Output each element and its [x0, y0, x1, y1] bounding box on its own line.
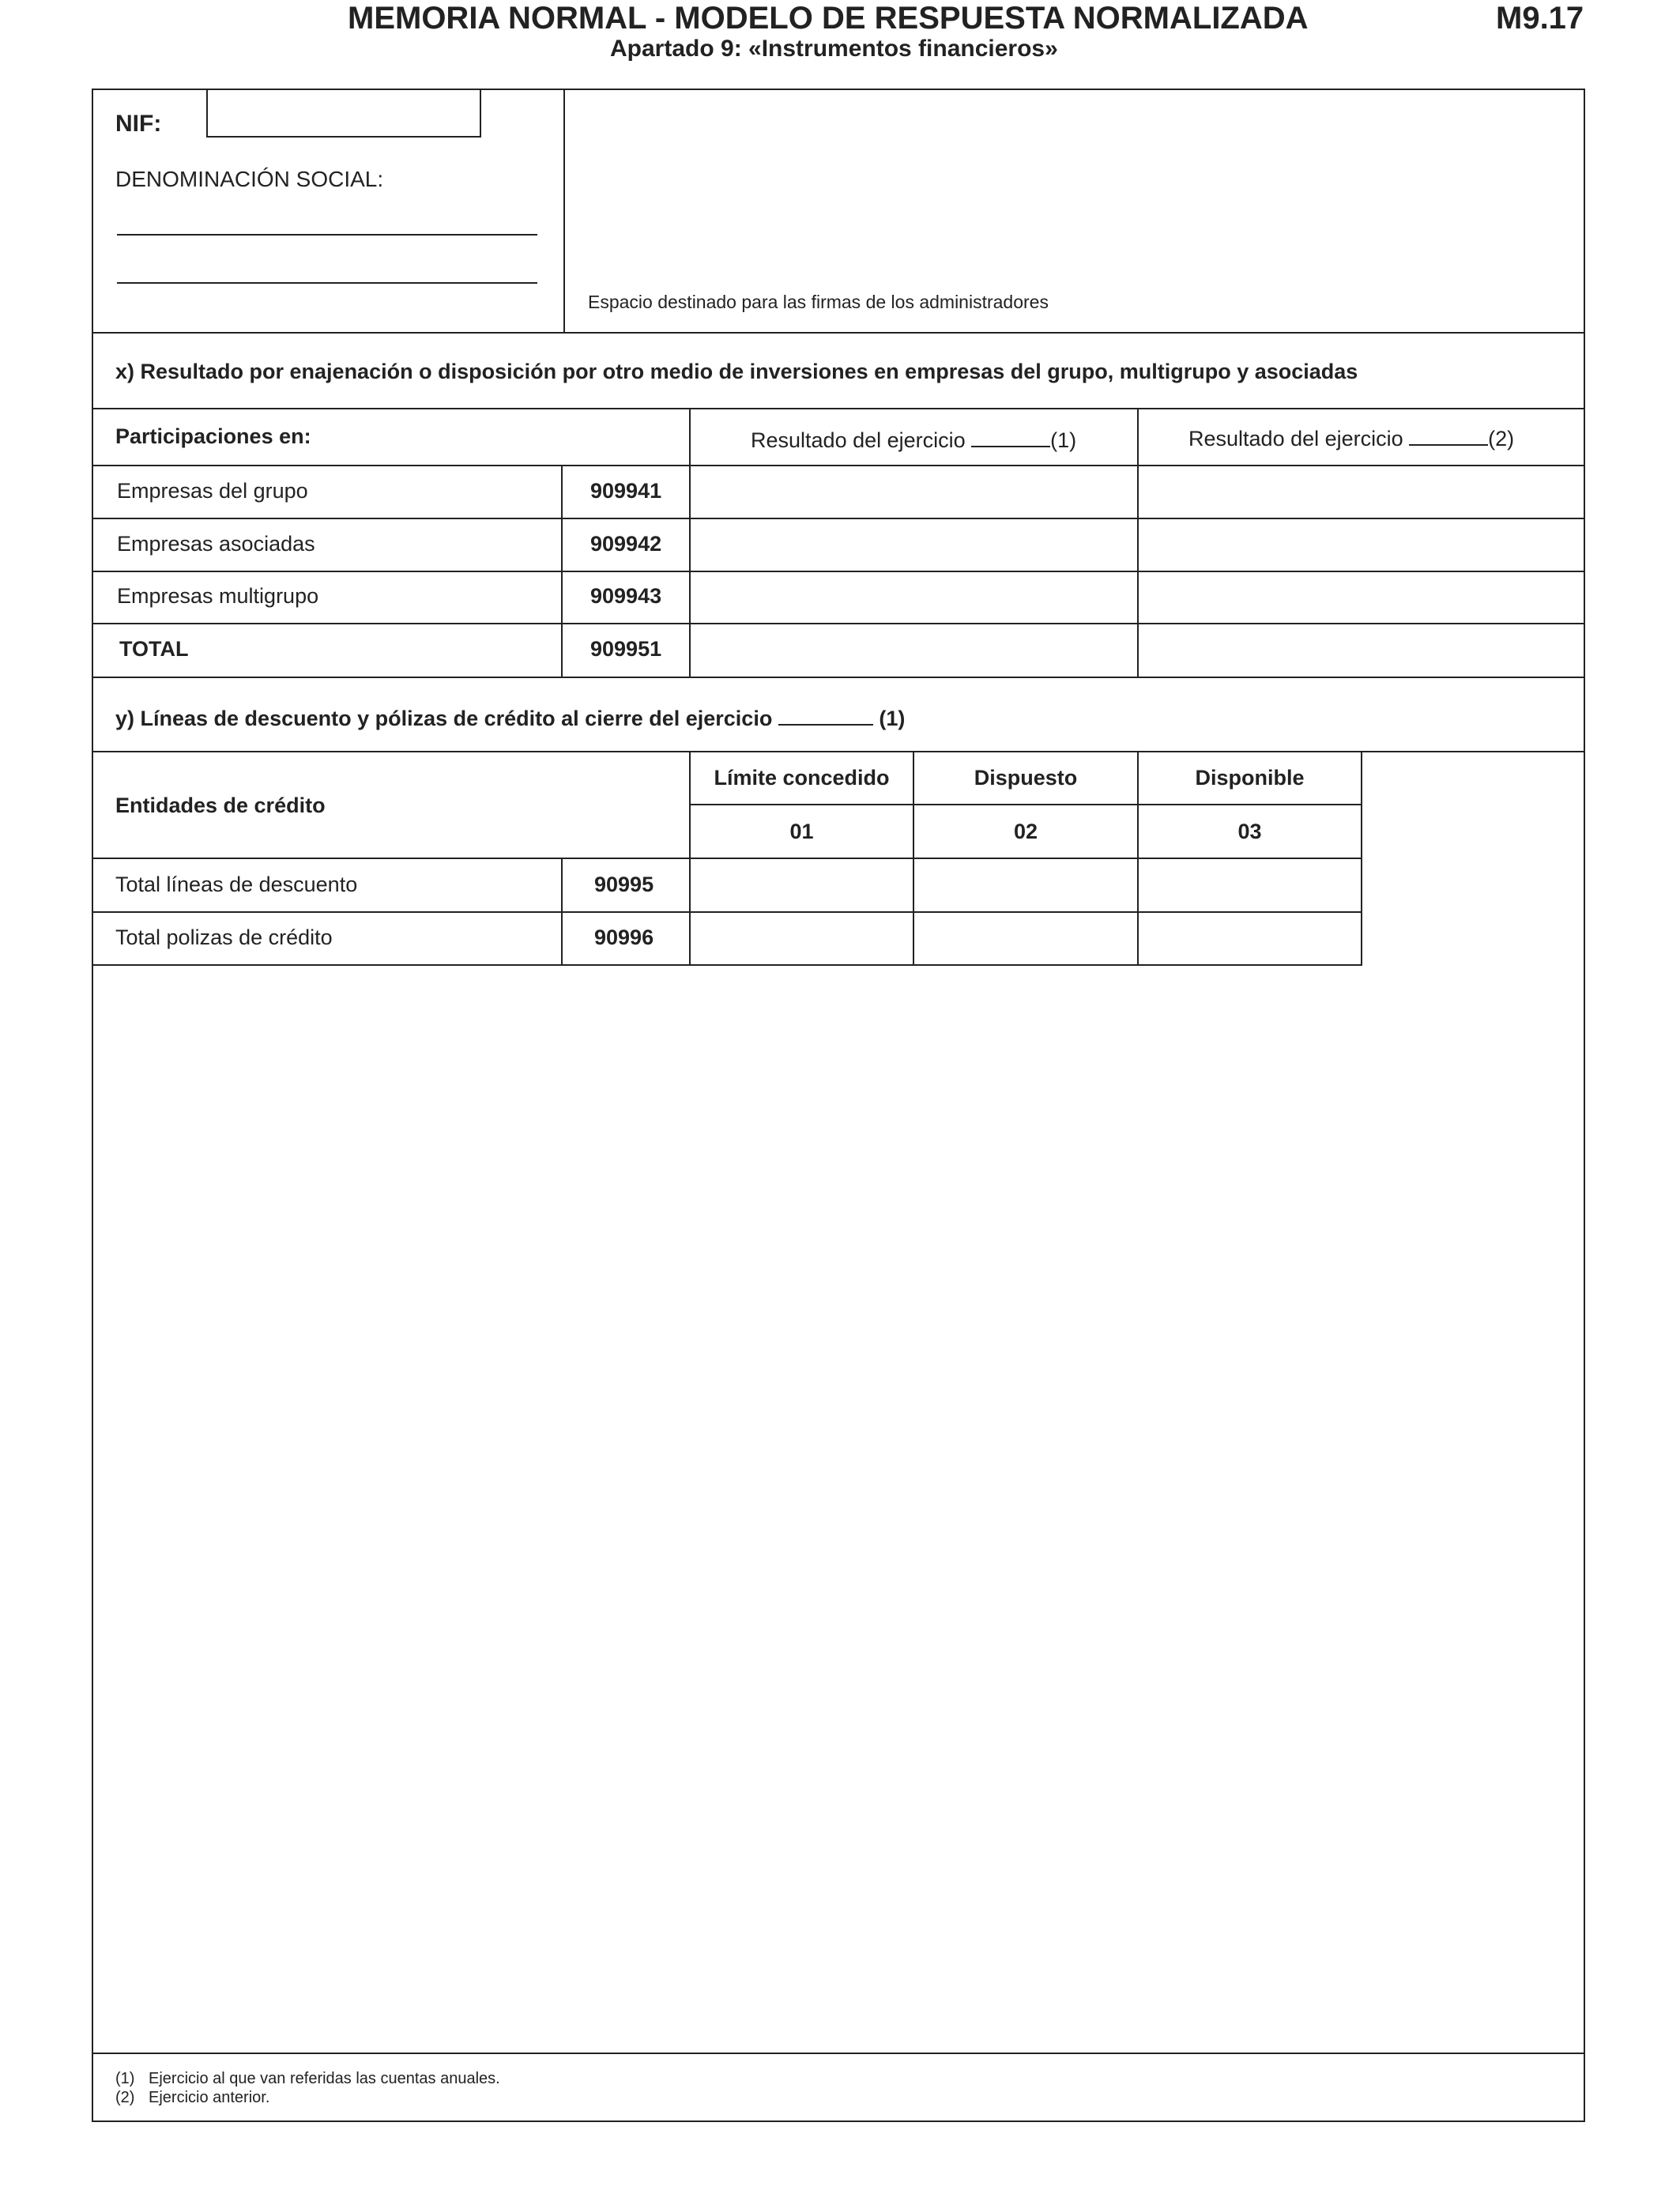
section-y-title — [115, 705, 905, 731]
entidades-label: Entidades de crédito — [115, 794, 326, 817]
col2-header-prefix: Resultado del ejercicio — [1188, 427, 1403, 450]
divider — [1361, 751, 1362, 966]
nif-input[interactable] — [206, 89, 481, 138]
col1-year-blank[interactable] — [971, 427, 1050, 447]
col-dispuesto-code: 02 — [1013, 819, 1038, 843]
col2-header — [1188, 425, 1514, 451]
col2-header-suffix: (2) — [1488, 427, 1515, 450]
row-label: Empresas multigrupo — [117, 584, 319, 608]
divider — [92, 332, 1585, 334]
descuento-dispuesto-input[interactable] — [914, 859, 1137, 911]
footnote-mark: (1) — [115, 2070, 135, 2087]
col1-header — [751, 427, 1076, 453]
page-subtitle: Apartado 9: «Instrumentos financieros» — [610, 36, 1058, 62]
col-limite-code: 01 — [789, 819, 814, 843]
divider — [92, 408, 1585, 409]
col-limite-label: Límite concedido — [714, 766, 890, 790]
row-label: TOTAL — [119, 637, 189, 661]
col2-year-blank[interactable] — [1409, 425, 1488, 446]
nif-label: NIF: — [115, 111, 162, 137]
x-grupo-val2-input[interactable] — [1139, 466, 1584, 518]
col1-header-prefix: Resultado del ejercicio — [751, 428, 966, 452]
page-title: MEMORIA NORMAL - MODELO DE RESPUESTA NORMALIZADA — [348, 1, 1309, 36]
x-asociadas-val1-input[interactable] — [691, 519, 1137, 571]
x-asociadas-val2-input[interactable] — [1139, 519, 1584, 571]
row-code: 909951 — [590, 637, 662, 661]
page-code: M9.17 — [1496, 1, 1584, 36]
x-total-val1-input[interactable] — [691, 624, 1137, 677]
col1-header-suffix: (1) — [1050, 428, 1077, 452]
row-label: Empresas del grupo — [117, 479, 308, 503]
form-frame — [92, 89, 1585, 2122]
divider — [561, 465, 563, 677]
col-disponible-code: 03 — [1237, 819, 1262, 843]
col-disponible-label: Disponible — [1195, 766, 1305, 790]
x-multigrupo-val1-input[interactable] — [691, 572, 1137, 623]
row-code: 909941 — [590, 479, 662, 503]
divider — [561, 858, 563, 966]
descuento-disponible-input[interactable] — [1139, 859, 1361, 911]
divider — [92, 964, 1362, 966]
row-code: 90996 — [594, 925, 654, 949]
row-label: Total líneas de descuento — [115, 873, 358, 896]
divider — [92, 2053, 1585, 2054]
x-multigrupo-val2-input[interactable] — [1139, 572, 1584, 623]
row-label: Total polizas de crédito — [115, 925, 333, 949]
col-dispuesto-label: Dispuesto — [974, 766, 1078, 790]
footnote-2 — [115, 2088, 269, 2107]
row-code: 909942 — [590, 532, 662, 556]
polizas-dispuesto-input[interactable] — [914, 913, 1137, 964]
x-total-val2-input[interactable] — [1139, 624, 1584, 677]
denominacion-line-1[interactable] — [117, 234, 537, 236]
footnote-1 — [115, 2069, 500, 2088]
row-code: 909943 — [590, 584, 662, 608]
row-label: Empresas asociadas — [117, 532, 315, 556]
signature-area[interactable] — [566, 90, 1584, 288]
polizas-disponible-input[interactable] — [1139, 913, 1361, 964]
id-block-divider — [563, 89, 565, 334]
section-y-year-blank[interactable] — [778, 705, 873, 726]
footnote-text: Ejercicio anterior. — [149, 2089, 270, 2106]
denominacion-label: DENOMINACIÓN SOCIAL: — [115, 167, 384, 191]
descuento-limite-input[interactable] — [691, 859, 913, 911]
participaciones-label: Participaciones en: — [115, 424, 311, 448]
footnote-text: Ejercicio al que van referidas las cuentas anuales. — [149, 2070, 500, 2087]
divider — [92, 677, 1585, 678]
row-code: 90995 — [594, 873, 654, 896]
footnote-mark: (2) — [115, 2089, 135, 2106]
x-grupo-val1-input[interactable] — [691, 466, 1137, 518]
section-y-title-prefix: y) Líneas de descuento y pólizas de crédito al cierre del ejercicio — [115, 707, 773, 730]
signature-space-label: Espacio destinado para las firmas de los administradores — [588, 292, 1049, 312]
polizas-limite-input[interactable] — [691, 913, 913, 964]
denominacion-line-2[interactable] — [117, 282, 537, 284]
section-y-title-suffix: (1) — [879, 707, 906, 730]
section-x-title: x) Resultado por enajenación o disposición por otro medio de inversiones en empresas del grupo, multigrupo y asociadas — [115, 360, 1358, 383]
